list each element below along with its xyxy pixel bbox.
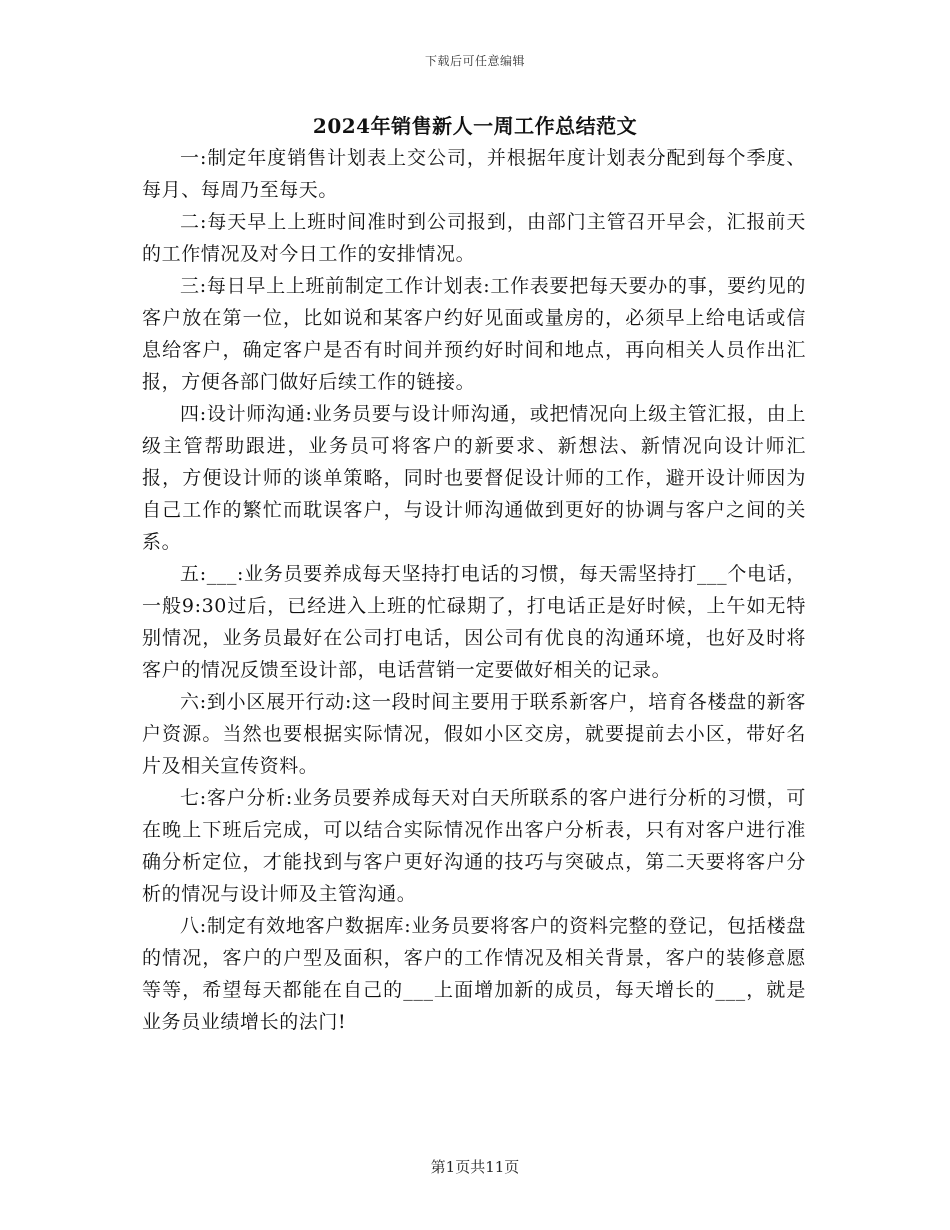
document-body	[142, 142, 806, 1038]
paragraph-5: 五:___:业务员要养成每天坚持打电话的习惯，每天需坚持打___个电话，一般9:30过后，已经进入上班的忙碌期了，打电话正是好时候，上午如无特别情况，业务员最好在公司打电话，因公司有优良的沟通环境，也好及时将客户的情况反馈至设计部，电话营销一定要做好相关的记录。	[142, 563, 806, 681]
paragraph-6: 六:到小区展开行动:这一段时间主要用于联系新客户，培育各楼盘的新客户资源。当然也要根据实际情况，假如小区交房，就要提前去小区，带好名片及相关宣传资料。	[142, 691, 806, 777]
paragraph-1: 一:制定年度销售计划表上交公司，并根据年度计划表分配到每个季度、每月、每周乃至每天。	[142, 147, 806, 201]
page-number-footer: 第1页共11页	[430, 1158, 520, 1176]
paragraph-8: 八:制定有效地客户数据库:业务员要将客户的资料完整的登记，包括楼盘的情况，客户的户型及面积，客户的工作情况及相关背景，客户的装修意愿等等，希望每天都能在自己的___上面增加新的成员，每天增长的___，就是业务员业绩增长的法门!	[142, 915, 806, 1033]
paragraph-3: 三:每日早上上班前制定工作计划表:工作表要把每天要办的事，要约见的客户放在第一位，比如说和某客户约好见面或量房的，必须早上给电话或信息给客户，确定客户是否有时间并预约好时间和地点，再向相关人员作出汇报，方便各部门做好后续工作的链接。	[142, 275, 806, 393]
paragraph-4: 四:设计师沟通:业务员要与设计师沟通，或把情况向上级主管汇报，由上级主管帮助跟进，业务员可将客户的新要求、新想法、新情况向设计师汇报，方便设计师的谈单策略，同时也要督促设计师的工作，避开设计师因为自己工作的繁忙而耽误客户，与设计师沟通做到更好的协调与客户之间的关系。	[142, 403, 806, 553]
header-note: 下载后可任意编辑	[424, 54, 525, 68]
paragraph-7: 七:客户分析:业务员要养成每天对白天所联系的客户进行分析的习惯，可在晚上下班后完成，可以结合实际情况作出客户分析表，只有对客户进行准确分析定位，才能找到与客户更好沟通的技巧与突破点，第二天要将客户分析的情况与设计师及主管沟通。	[142, 787, 806, 905]
document-title: 2024年销售新人一周工作总结范文	[312, 114, 638, 138]
paragraph-2: 二:每天早上上班时间准时到公司报到，由部门主管召开早会，汇报前天的工作情况及对今日工作的安排情况。	[142, 211, 806, 265]
